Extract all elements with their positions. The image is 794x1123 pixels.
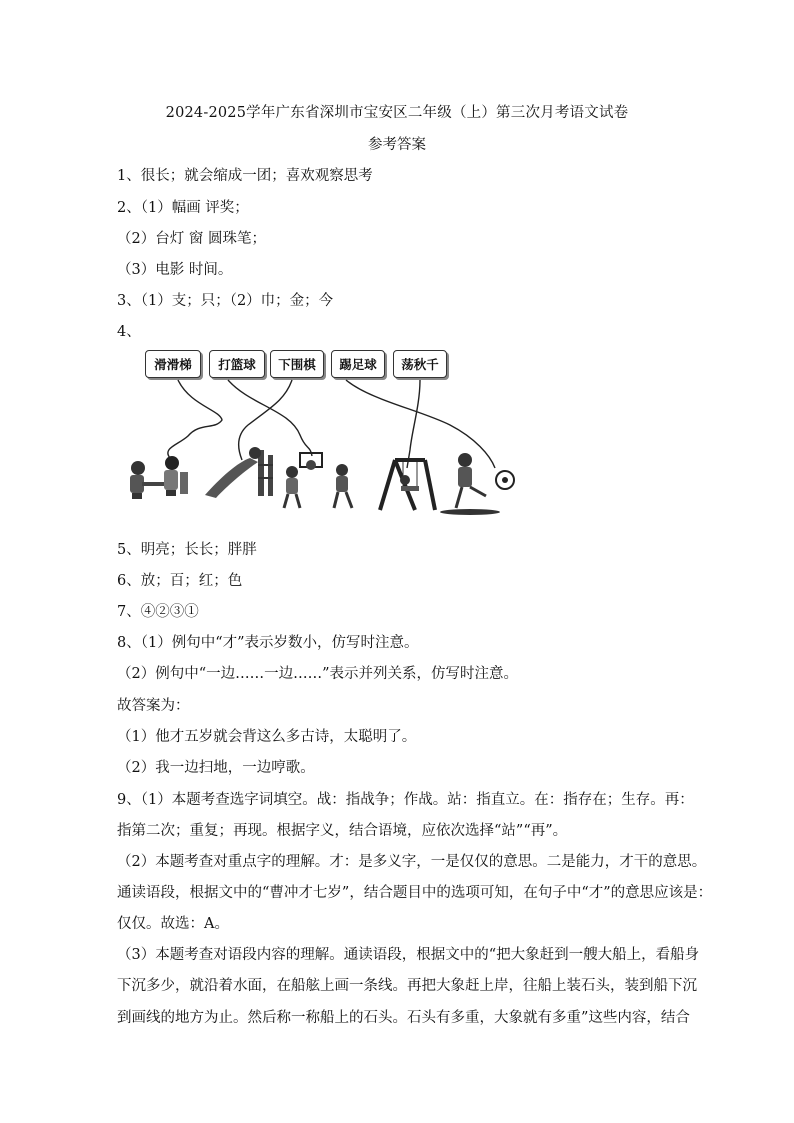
label-basketball: 打篮球: [209, 350, 265, 378]
label-football: 踢足球: [331, 350, 385, 378]
answer-9-part2-line3: 仅仅。故选：A。: [117, 916, 229, 932]
slide-picture: [205, 447, 273, 498]
line-swing: [407, 380, 420, 468]
line-football: [346, 380, 495, 468]
answer-4: 4、: [117, 324, 141, 340]
answer-8-sentence2: （2）我一边扫地，一边哼歌。: [117, 760, 315, 776]
answer-9-part1-line1: 9、（1）本题考查选字词填空。战：指战争；作战。站：指直立。在：指存在；生存。再：: [117, 792, 694, 808]
answer-9-part3-line3: 到画线的地方为止。然后称一称船上的石头。石头有多重，大象就有多重”这些内容，结合: [117, 1010, 690, 1026]
page-subtitle: 参考答案: [368, 137, 426, 153]
answer-8-sentence1: （1）他才五岁就会背这么多古诗，太聪明了。: [117, 729, 417, 745]
matching-figure: [120, 350, 530, 525]
answer-9-part3-line1: （3）本题考查对语段内容的理解。通读语段，根据文中的“把大象赶到一艘大船上，看船身: [117, 947, 700, 963]
answer-1: 1、很长；就会缩成一团；喜欢观察思考: [117, 168, 373, 184]
answer-9-part3-line2: 下沉多少，就沿着水面，在船舷上画一条线。再把大象赶上岸，往船上装石头，装到船下沉: [117, 978, 697, 994]
line-slide-to-chess: [168, 380, 222, 458]
answer-9-part2-line2: 通读语段，根据文中的“曹冲才七岁”，结合题目中的选项可知，在句子中“才”的意思应该是：: [117, 885, 713, 901]
line-chess-to-slide: [239, 380, 292, 460]
answer-7: 7、④②③①: [117, 604, 199, 620]
answer-6: 6、放；百；红；色: [117, 573, 243, 589]
football-picture: [440, 453, 514, 515]
answer-8-part2: （2）例句中“一边……一边……”表示并列关系，仿写时注意。: [117, 666, 519, 682]
answer-2-part1: 2、（1）幅画 评奖；: [117, 200, 249, 216]
label-slide: 滑滑梯: [145, 350, 201, 378]
page-title: 2024-2025学年广东省深圳市宝安区二年级（上）第三次月考语文试卷: [165, 105, 629, 121]
chess-players-picture: [130, 456, 188, 499]
matching-illustration: [120, 350, 530, 525]
answer-9-part2-line1: （2）本题考查对重点字的理解。才：是多义字，一是仅仅的意思。二是能力，才干的意思。: [117, 854, 707, 870]
answer-2-part2: （2）台灯 窗 圆珠笔；: [117, 231, 266, 247]
label-go-chess: 下围棋: [270, 350, 324, 378]
basketball-picture: [284, 453, 352, 508]
answer-5: 5、明亮；长长；胖胖: [117, 542, 257, 558]
answer-2-part3: （3）电影 时间。: [117, 262, 233, 278]
answer-9-part1-line2: 指第二次；重复；再现。根据字义，结合语境，应依次选择“站”“再”。: [117, 823, 568, 839]
answer-8-part1: 8、（1）例句中“才”表示岁数小，仿写时注意。: [117, 635, 419, 651]
answer-8-conclusion: 故答案为：: [117, 698, 190, 714]
line-basketball: [228, 380, 312, 456]
label-swing: 荡秋千: [393, 350, 447, 378]
answer-3: 3、（1）支；只；（2）巾；金；今: [117, 293, 334, 309]
